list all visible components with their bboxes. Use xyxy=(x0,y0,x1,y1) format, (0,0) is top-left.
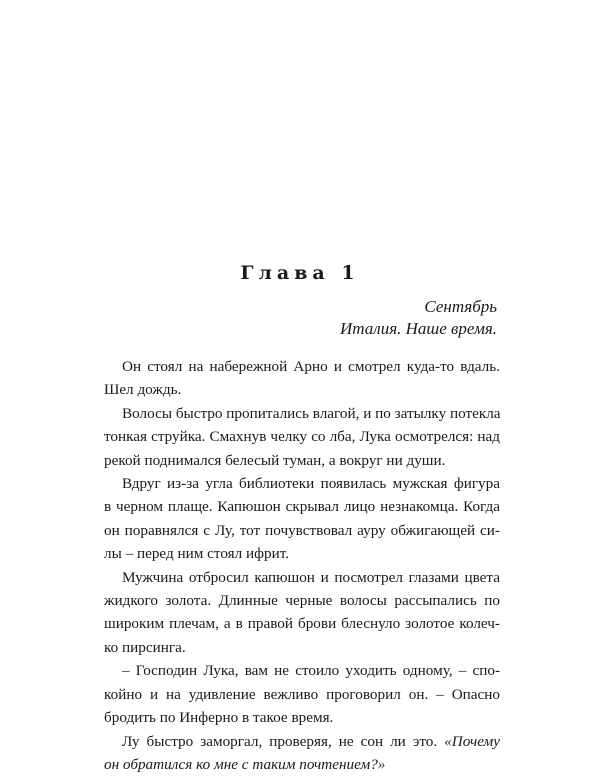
paragraph-line: тонкая струйка. Смахнув челку со лба, Лука осмотрелся: над xyxy=(104,428,500,446)
paragraph-line: койно и на удивление вежливо проговорил он. – Опасно xyxy=(104,685,500,703)
epigraph-place-time: Италия. Наше время. xyxy=(340,319,497,338)
paragraph-line: Он стоял на набережной Арно и смотрел куда-то вдаль. xyxy=(122,358,500,375)
chapter-title: Глава 1 xyxy=(240,262,360,284)
paragraph-line: в черном плаще. Капюшон скрывал лицо незнакомца. Когда xyxy=(104,498,500,516)
paragraph-line xyxy=(104,730,500,753)
paragraph-text: Лу быстро заморгал, проверяя, не сон ли это. xyxy=(122,732,438,750)
chapter-body xyxy=(104,355,500,776)
paragraph-line: лы – перед ним стоял ифрит. xyxy=(104,545,289,563)
paragraph-line: – Господин Лука, вам не стоило уходить одному, – спо- xyxy=(122,662,500,680)
paragraph-line: Шел дождь. xyxy=(104,381,182,399)
italic-thought: «Почему xyxy=(444,732,500,750)
italic-thought: он обратился ко мне с таким почтением?» xyxy=(104,755,386,773)
paragraph-line: жидкого золота. Длинные черные волосы рассыпались по xyxy=(104,592,500,610)
paragraph-line: Мужчина отбросил капюшон и посмотрел глазами цвета xyxy=(122,568,500,586)
paragraph-line: бродить по Инферно в такое время. xyxy=(104,709,334,727)
paragraph-line: широким плечам, а в правой брови блеснуло золотое колеч- xyxy=(104,615,500,633)
paragraph-line: Вдруг из-за угла библиотеки появилась мужская фигура xyxy=(122,475,500,493)
paragraph-line: он поравнялся с Лу, тот почувствовал ауру обжигающей си- xyxy=(104,521,500,539)
paragraph-line: Волосы быстро пропитались влагой, и по затылку потекла xyxy=(122,404,501,422)
paragraph-line: рекой поднимался белесый туман, а вокруг ни души. xyxy=(104,451,446,469)
epigraph xyxy=(340,296,497,340)
epigraph-month: Сентябрь xyxy=(424,297,497,316)
paragraph-line: ко пирсинга. xyxy=(104,638,186,656)
